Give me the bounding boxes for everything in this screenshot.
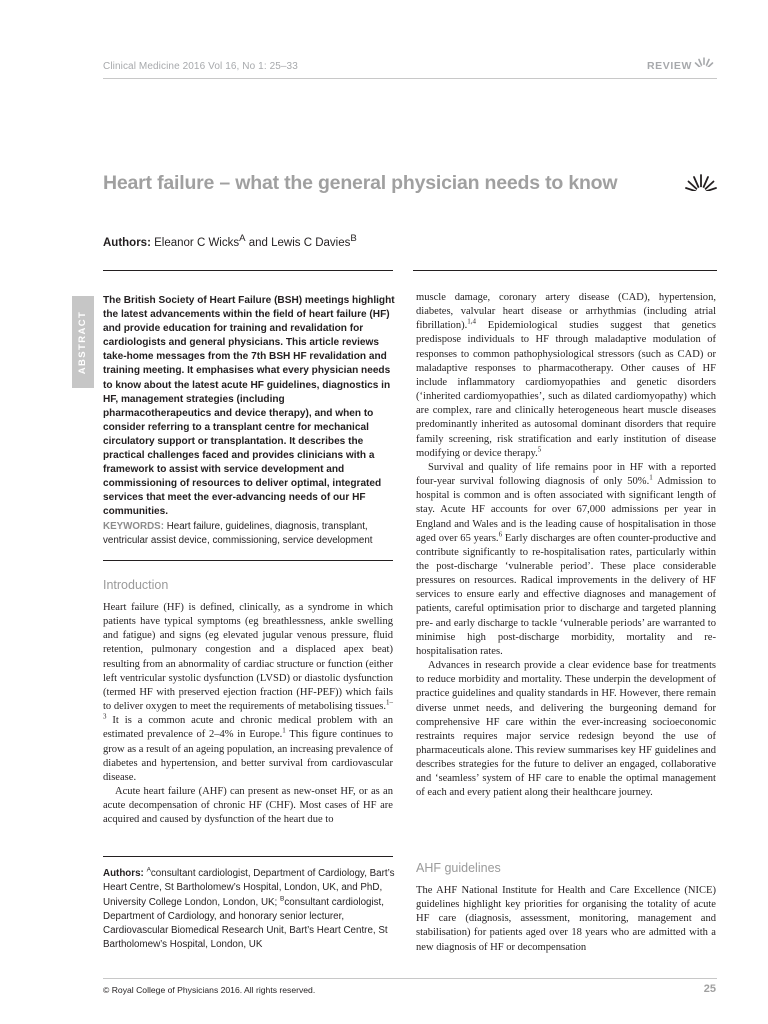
author-line bbox=[103, 233, 357, 249]
authors-label: Authors: bbox=[103, 236, 151, 249]
author-affiliation-mark: A bbox=[239, 233, 246, 244]
paragraph: Acute heart failure (AHF) can present as new-onset HF, or as an acute decompensation of chronic HF (CHF). Most cases of HF are acquired and caused by dysfunction of the heart due to bbox=[103, 786, 393, 826]
author-affiliation-mark: B bbox=[350, 233, 357, 244]
divider bbox=[413, 270, 717, 271]
sunburst-icon bbox=[685, 173, 717, 195]
divider bbox=[103, 856, 393, 857]
abstract-text: The British Society of Heart Failure (BSH) meetings highlight the latest advancements within the field of heart failure (HF) and provide education for training and revalidation for cardiologists and general physicians. This article reviews take-home messages from the 7th BSH HF revalidation and training meeting. It emphasises what every physician needs to know about the latest acute HF guidelines, diagnostics in HF, management strategies (including pharmacotherapeutics and device therapy), and when to consider referring to a transplant centre for mechanical circulatory support or transplantation. It describes the practical challenges faced and provides clinicians with a framework to assist with service development and commissioning of resources to deliver optimal, integrated services that meet the ever-advancing needs of our HF communities. bbox=[103, 295, 395, 518]
paragraph: The AHF National Institute for Health and Care Excellence (NICE) guidelines highlight key priorities for organising the totality of acute HF care (diagnosis, assessment, monitoring, management and stabilisation) for patients aged over 18 years who are admitted with a new diagnosis of HF or decompensation bbox=[416, 885, 716, 953]
body-column-right bbox=[416, 291, 716, 801]
journal-citation: Clinical Medicine 2016 Vol 16, No 1: 25–33 bbox=[103, 61, 298, 72]
section-label: REVIEW bbox=[646, 60, 692, 72]
paragraph: Advances in research provide a clear evidence base for treatments to reduce morbidity and mortality. These underpin the development of practice guidelines and quality standards in HF. However, there remain diverse unmet needs, and delivering the burgeoning demand for comprehensive HF care within the ever-increasing socioeconomic restraints requires major service redesign beyond the use of pharmaceuticals alone. This review summarises key HF guidelines and describes strategies for the future to deliver an engaged, collaborative and ‘seamless’ system of HF care to enable the optimal management of each and every patient along their healthcare journey. bbox=[416, 660, 716, 799]
affiliations-label: Authors: bbox=[103, 868, 144, 879]
abstract-tab-label: ABSTRACT bbox=[77, 310, 89, 374]
divider bbox=[103, 270, 393, 271]
keywords-label: KEYWORDS: bbox=[103, 521, 164, 532]
header-rule bbox=[103, 78, 717, 79]
body-column-left bbox=[103, 601, 393, 828]
author-name: Lewis C Davies bbox=[271, 236, 351, 249]
paragraph: muscle damage, coronary artery disease (CAD), hypertension, diabetes, valvular heart disease or arrhythmias (including atrial fibrillation).$^{1,4}$ Epidemiological studies suggest that genetics predispose individuals to HF through maladaptive modulation of responses to common pathophysiological stressors (such as CAD) or maladaptive responses to pharmacotherapy. Other causes of HF include inflammatory cardiomyopathies and genetic disorders (‘inherited cardiomyopathies’, such as dilated cardiomyopathy) which are complex, rare and clinically heterogeneous heart muscle diseases predominantly inherited as autosomal dominant disorders that require family screening, risk stratification and early institution of disease modifying or device therapy.$^5$ bbox=[416, 292, 716, 459]
article-title: Heart failure – what the general physician needs to know bbox=[103, 172, 618, 194]
copyright: © Royal College of Physicians 2016. All rights reserved. bbox=[103, 985, 316, 995]
keywords-list: Heart failure, guidelines, diagnosis, transplant, ventricular assist device, commissioning, service development bbox=[103, 521, 373, 547]
author-conjunction: and bbox=[245, 236, 272, 249]
paragraph: Heart failure (HF) is defined, clinically, as a syndrome in which patients have typical symptoms (eg breathlessness, ankle swelling and fatigue) and signs (eg elevated jugular venous pressure, fluid retention, pulmonary congestion and a displaced apex beat) resulting from an abnormality of cardiac structure or function (either left ventricular systolic dysfunction (LVSD) or diastolic dysfunction (termed HF with preserved ejection fraction (HF-PEF)) which fails to deliver oxygen to meet the requirements of metabolising tissues.$^{1-3}$ It is a common acute and chronic medical problem with an estimated prevalence of 2–4% in Europe.$^1$ This figure continues to grow as a result of an ageing population, an increasing prevalence of diabetes and hypertension, and better survival from cardiovascular disease. bbox=[103, 602, 393, 783]
abstract-tab bbox=[72, 296, 94, 388]
footer-rule bbox=[103, 978, 717, 979]
author-affiliations: Authors: $^A$consultant cardiologist, Department of Cardiology, Bart’s Heart Centre, St Bartholomew’s Hospital, London, UK, and PhD, University College London, London, UK; $^B$consultant cardiologist, Department of Cardiology, and honorary senior lecturer, Cardiovascular Biomedical Research Unit, Bart’s Heart Centre, St Bartholomew’s Hospital, London, UK bbox=[103, 866, 395, 951]
section-heading: Introduction bbox=[103, 578, 169, 592]
section-heading: AHF guidelines bbox=[416, 861, 501, 875]
author-name: Eleanor C Wicks bbox=[154, 236, 240, 249]
paragraph: Survival and quality of life remains poor in HF with a reported four-year survival following diagnosis of only 50%.$^1$ Admission to hospital is common and is often associated with significant length of stay. Acute HF accounts for over 67,000 admissions per year in England and Wales and is the leading cause of hospitalisation in those aged over 65 years.$^6$ Early discharges are often counter-productive and contribute significantly to re-hospitalisation rates, particularly within the post-discharge ‘vulnerable period’. These place considerable pressures on resources. Radical improvements in the delivery of HF services to ensure early and effective diagnoses and management of patients, careful optimisation prior to discharge and targeted planning pre- and early discharge to tackle ‘vulnerable periods’ are warranted to minimise high post-discharge morbidity, mortality and re-hospitalisation rates. bbox=[416, 461, 716, 657]
divider bbox=[103, 560, 393, 561]
page-number: 25 bbox=[703, 983, 716, 995]
sunburst-icon bbox=[693, 56, 715, 72]
body-column-right-continued bbox=[416, 884, 716, 955]
keywords bbox=[103, 520, 395, 548]
